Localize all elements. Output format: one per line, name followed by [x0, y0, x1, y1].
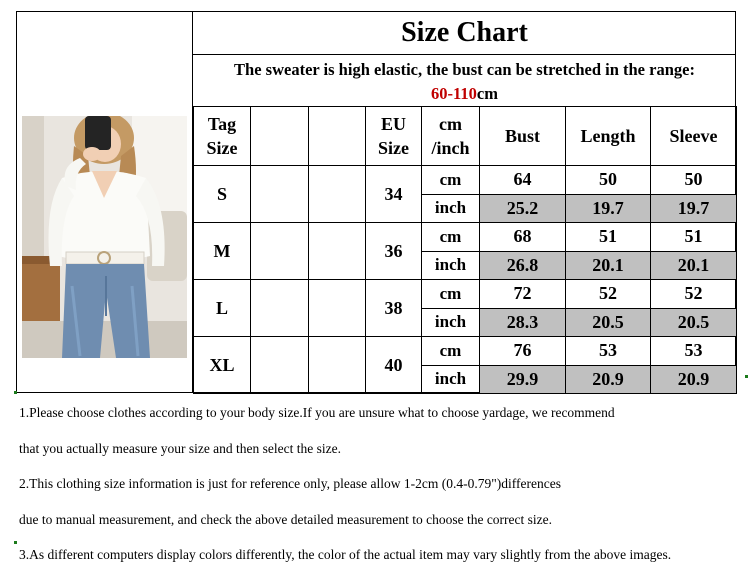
product-photo	[22, 116, 187, 358]
length-cell: 51	[566, 223, 651, 252]
tag-size-cell: XL	[194, 337, 251, 394]
corner-mark	[14, 541, 17, 544]
bust-cell: 29.9	[480, 365, 566, 394]
blank-column-cell	[309, 166, 366, 223]
bust-cell: 28.3	[480, 308, 566, 337]
length-cell: 50	[566, 166, 651, 195]
bust-cell: 26.8	[480, 251, 566, 280]
elasticity-note-text: The sweater is high elastic, the bust can be stretched in the range:	[234, 60, 695, 79]
header-row	[194, 107, 737, 166]
table-row	[194, 223, 737, 252]
blank-column-cell	[251, 337, 309, 394]
length-cell: 20.1	[566, 251, 651, 280]
bust-cell: 64	[480, 166, 566, 195]
table-row	[194, 337, 737, 366]
eu-size-cell: 40	[366, 337, 422, 394]
header-sleeve: Sleeve	[651, 107, 737, 166]
size-table	[193, 106, 737, 394]
unit-cell: inch	[422, 365, 480, 394]
note-line: 1.Please choose clothes according to your body size.If you are unsure what to choose yardage, we recommend	[19, 405, 615, 420]
blank-column-cell	[251, 166, 309, 223]
blank-column-cell	[309, 223, 366, 280]
length-cell: 19.7	[566, 194, 651, 223]
eu-size-cell: 36	[366, 223, 422, 280]
note-line: 2.This clothing size information is just for reference only, please allow 1-2cm (0.4-0.79")differences	[19, 476, 561, 491]
sleeve-cell: 50	[651, 166, 737, 195]
unit-cell: cm	[422, 280, 480, 309]
length-cell: 53	[566, 337, 651, 366]
blank-column-cell	[309, 280, 366, 337]
corner-mark	[14, 391, 17, 394]
blank-column-cell	[251, 223, 309, 280]
header-bust: Bust	[480, 107, 566, 166]
sleeve-cell: 53	[651, 337, 737, 366]
note-line: 3.As different computers display colors differently, the color of the actual item may vary slightly from the above images.	[19, 547, 672, 562]
tag-size-cell: S	[194, 166, 251, 223]
blank-column-cell	[309, 107, 366, 166]
tag-size-cell: M	[194, 223, 251, 280]
corner-mark	[745, 375, 748, 378]
unit-cell: cm	[422, 166, 480, 195]
blank-column-cell	[309, 337, 366, 394]
sleeve-cell: 51	[651, 223, 737, 252]
unit-cell: inch	[422, 251, 480, 280]
eu-size-cell: 38	[366, 280, 422, 337]
blank-column-cell	[251, 107, 309, 166]
blank-column-cell	[251, 280, 309, 337]
header-length: Length	[566, 107, 651, 166]
unit-cell: cm	[422, 223, 480, 252]
header-eu-size: EU Size	[366, 107, 422, 166]
table-row	[194, 280, 737, 309]
sleeve-cell: 20.5	[651, 308, 737, 337]
header-unit: cm /inch	[422, 107, 480, 166]
elasticity-note	[193, 55, 736, 105]
tag-size-cell: L	[194, 280, 251, 337]
sleeve-cell: 52	[651, 280, 737, 309]
note-line: due to manual measurement, and check the above detailed measurement to choose the correct size.	[19, 512, 553, 527]
unit-cell: inch	[422, 308, 480, 337]
unit-cell: cm	[422, 337, 480, 366]
bust-cell: 68	[480, 223, 566, 252]
unit-cell: inch	[422, 194, 480, 223]
stretch-range: 60-110	[431, 84, 477, 103]
table-row	[194, 166, 737, 195]
length-cell: 20.5	[566, 308, 651, 337]
sleeve-cell: 20.9	[651, 365, 737, 394]
length-cell: 52	[566, 280, 651, 309]
bust-cell: 72	[480, 280, 566, 309]
bust-cell: 25.2	[480, 194, 566, 223]
stretch-range-unit: cm	[476, 84, 498, 103]
header-tag-size: Tag Size	[194, 107, 251, 166]
note-line: that you actually measure your size and then select the size.	[19, 441, 342, 456]
chart-title: Size Chart	[193, 11, 736, 55]
sleeve-cell: 20.1	[651, 251, 737, 280]
sleeve-cell: 19.7	[651, 194, 737, 223]
bust-cell: 76	[480, 337, 566, 366]
eu-size-cell: 34	[366, 166, 422, 223]
length-cell: 20.9	[566, 365, 651, 394]
